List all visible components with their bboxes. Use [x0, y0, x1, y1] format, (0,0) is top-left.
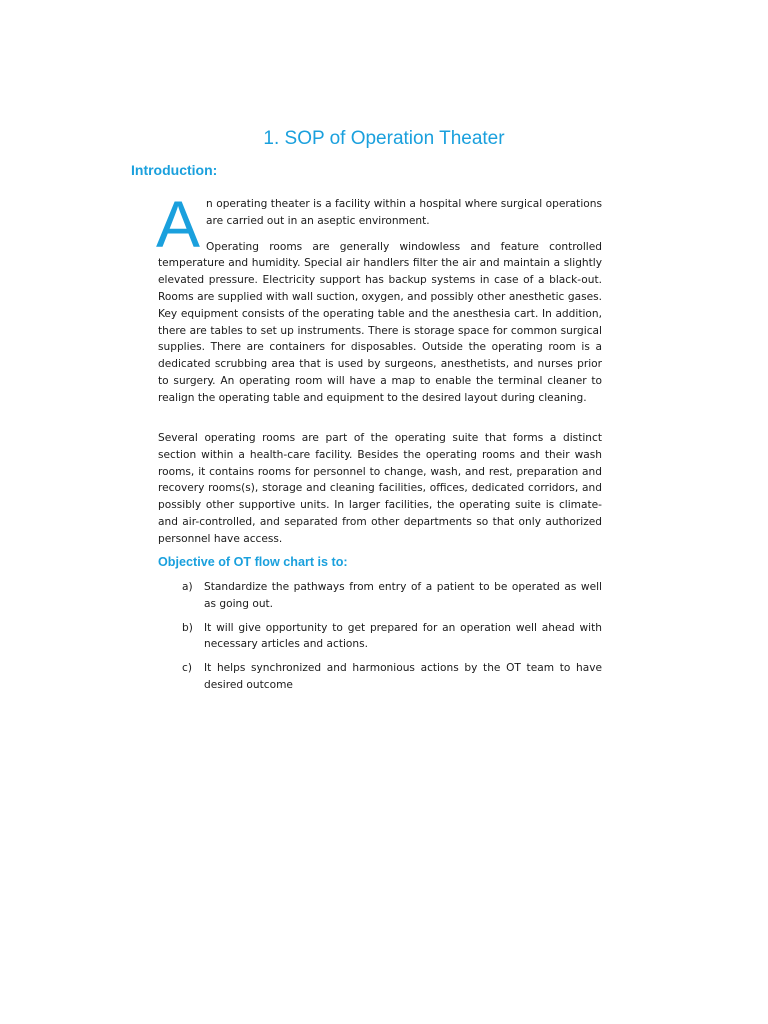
list-item — [182, 579, 602, 613]
page-title: 1. SOP of Operation Theater — [263, 128, 505, 149]
intro-paragraph-2: Operating rooms are generally windowless and feature controlled temperature and humidity. Special air handlers filter the air and maintain a slightly elevated pressure. Electricity support has backup systems in case of a black-out. Rooms are supplied with wall suction, oxygen, and possibly other anesthetic gases. Key equipment consists of the operating table and the anesthesia cart. In addition, there are tables to set up instruments. There is storage space for common surgical supplies. There are containers for disposables. Outside the operating room is a dedicated scrubbing area that is used by surgeons, anesthetists, and nurses prior to surgery. An operating room will have a map to enable the terminal cleaner to realign the operating table and equipment to the desired layout during cleaning. — [158, 240, 602, 404]
list-item — [182, 620, 602, 654]
list-item-text: It helps synchronized and harmonious actions by the OT team to have desired outcome — [204, 662, 602, 691]
list-marker: a) — [182, 581, 193, 593]
intro-paragraph-1: n operating theater is a facility within a hospital where surgical operations are carried out in an aseptic environment. — [206, 198, 602, 227]
list-marker: b) — [182, 621, 193, 634]
suite-paragraph: Several operating rooms are part of the operating suite that forms a distinct section within a health-care facility. Besides the operating rooms and their wash rooms, it contains rooms for personnel to change, wash, and rest, preparation and recovery rooms(s), storage and cleaning facilities, offices, dedicated corridors, and possibly other supportive units. In larger facilities, the operating suite is climate- and air-controlled, and separated from other departments so that only authorized personnel have access. — [158, 432, 602, 545]
introduction-heading: Introduction: — [131, 162, 218, 178]
introduction-section — [156, 187, 602, 407]
objective-list — [182, 579, 602, 701]
list-item — [182, 660, 602, 694]
list-marker: c) — [182, 662, 192, 675]
list-item-text: Standardize the pathways from entry of a patient to be operated as well as going out. — [204, 581, 602, 610]
list-item-text: It will give opportunity to get prepared for an operation well ahead with necessary articles and actions. — [204, 621, 602, 651]
drop-cap: A — [156, 187, 201, 261]
operating-suite-section — [158, 430, 602, 548]
objective-heading: Objective of OT flow chart is to: — [158, 555, 348, 569]
